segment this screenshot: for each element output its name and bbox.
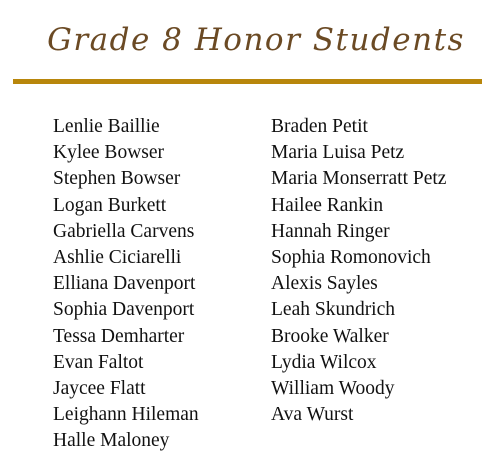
student-name: Lydia Wilcox bbox=[271, 351, 377, 373]
student-name: William Woody bbox=[271, 378, 395, 400]
student-name: Hailee Rankin bbox=[271, 194, 384, 216]
student-name: Tessa Demharter bbox=[53, 325, 185, 347]
student-name: Elliana Davenport bbox=[53, 273, 196, 295]
student-name: Stephen Bowser bbox=[53, 168, 181, 190]
student-name: Evan Faltot bbox=[53, 351, 144, 373]
student-name: Hannah Ringer bbox=[271, 220, 390, 242]
student-name: Maria Luisa Petz bbox=[271, 142, 405, 164]
student-name: Leighann Hileman bbox=[53, 404, 199, 426]
student-name: Logan Burkett bbox=[53, 194, 167, 216]
student-name: Ashlie Ciciarelli bbox=[53, 247, 182, 269]
student-list-left bbox=[53, 114, 199, 455]
student-name: Jaycee Flatt bbox=[53, 378, 146, 400]
student-name: Lenlie Baillie bbox=[53, 116, 160, 137]
student-name: Brooke Walker bbox=[271, 325, 389, 347]
title-divider bbox=[13, 79, 482, 84]
student-name: Halle Maloney bbox=[53, 430, 170, 452]
student-name: Ava Wurst bbox=[271, 404, 354, 426]
student-list-right bbox=[271, 114, 446, 428]
student-name: Sophia Romonovich bbox=[271, 247, 431, 269]
student-name: Braden Petit bbox=[271, 116, 368, 137]
page-title: Grade 8 Honor Students bbox=[47, 22, 465, 58]
student-name: Sophia Davenport bbox=[53, 299, 195, 321]
student-name: Gabriella Carvens bbox=[53, 220, 195, 242]
student-name: Kylee Bowser bbox=[53, 142, 165, 164]
student-name: Maria Monserratt Petz bbox=[271, 168, 447, 190]
student-name: Alexis Sayles bbox=[271, 273, 378, 295]
student-name: Leah Skundrich bbox=[271, 299, 396, 321]
